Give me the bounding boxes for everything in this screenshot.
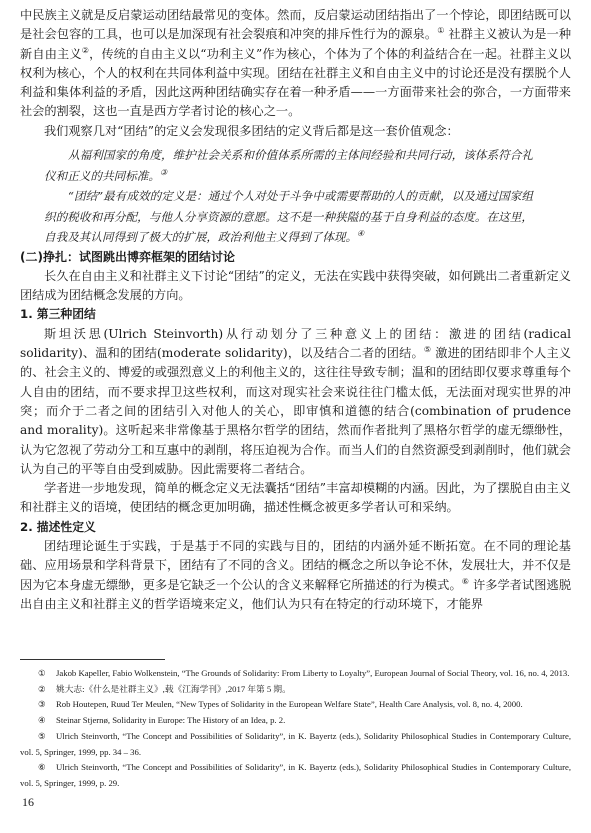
footnote	[20, 713, 571, 729]
paragraph	[20, 537, 571, 614]
footnote-text: 姚大志:《什么是社群主义》,载《江海学刊》,2017 年第 5 期。	[56, 683, 291, 694]
quote-text: 从福利国家的角度，维护社会关系和价值体系所需的主体间经验和共同行动，该体系符合礼仪和正义的共同标准。	[44, 148, 533, 183]
footnote-text: Steinar Stjernø, Solidarity in Europe: The History of an Idea, p. 2.	[56, 715, 286, 726]
subsection-heading: 1. 第三种团结	[20, 307, 96, 322]
footnote-ref[interactable]: ⑤	[423, 345, 432, 354]
footnote	[20, 760, 571, 791]
paragraph-text: 斯坦沃思(Ulrich Steinvorth)从行动划分了三种意义上的团结：激进的团结(radical solidarity)、温和的团结(moderate solidarity)，以及结合二者的团结。	[20, 326, 571, 361]
footnote-text: Ulrich Steinvorth, “The Concept and Possibilities of Solidarity”, in K. Bayertz (eds.), Solidarity Philosophical Studies in Contemporary Culture, vol. 5, Springer, 1999, p. 29.	[20, 762, 571, 788]
quote-paragraph	[44, 145, 533, 186]
paragraph-text: 社群主义被认为是一种新自由主义	[20, 27, 572, 61]
paragraph	[20, 479, 571, 518]
footnote	[20, 697, 571, 713]
footnotes	[20, 666, 571, 792]
paragraph	[20, 325, 571, 479]
footnote-ref[interactable]: ⑥	[461, 576, 469, 586]
paragraph-text: 我们观察几对“团结”的定义会发现很多团结的定义背后都是这一套价值观念：	[44, 123, 459, 138]
block-quote	[20, 145, 571, 248]
subsection-heading: 2. 描述性定义	[20, 519, 96, 534]
footnote-divider	[20, 659, 165, 660]
footnote-ref[interactable]: ②	[81, 45, 90, 55]
footnote-ref[interactable]: ④	[357, 229, 365, 239]
paragraph-text: 学者进一步地发现，简单的概念定义无法囊括“团结”丰富却模糊的内涵。因此，为了摆脱自由主义和社群主义的语境，使团结的概念更加明确，描述性概念被更多学者认可和采纳。	[20, 481, 571, 515]
paragraph-text: 许多学者试图逃脱出自由主义和社群主义的哲学语境来定义，他们认为只有在特定的行动环境下，才能界	[20, 577, 572, 611]
paragraph-text: 团结理论诞生于实践，于是基于不同的实践与目的，团结的内涵外延不断拓宽。在不同的理论基础、应用场景和学科背景下，团结有了不同的含义。团结的概念之所以争论不休，发展壮大，并不仅是因为它本身虚无缥缈，更多是它缺乏一个公认的含义来解释它所描述的行为模式。	[20, 539, 571, 592]
footnote-number: ⑥	[38, 762, 46, 773]
paragraph-text: 激进的团结即非个人主义的、社会主义的、博爱的或强烈意义上的利他主义的，这往往导致专制；温和的团结即仅要求尊重每个人自由的团结，而不要求捍卫这些权利，而这对现实社会来说往往门槛太低，无法面对现实世界的冲突；而介于二者之间的团结引入对他人的关心，即审慎和道德的结合(combination of prudence and morality)。这听起来非常像基于黑格尔哲学的团结，然而作者批判了黑格尔哲学的虚无缥缈性，认为它忽视了劳动分工和互惠中的剥削，将压迫视为合作。而当人们的自然资源受到剥削时，他们就会认为自己的平等自由受到威胁。因此需要将二者结合。	[20, 346, 572, 476]
quote-paragraph	[44, 186, 533, 248]
quote-text: “团结”最有成效的定义是：通过个人对处于斗争中或需要帮助的人的贡献，以及通过国家组织的税收和再分配，与他人分享资源的意愿。这不是一种狭隘的基于自身利益的态度。在这里，自我及其认同得到了极大的扩展，政治利他主义得到了体现。	[44, 189, 533, 245]
paragraph-text: 中民族主义就是反启蒙运动团结最常见的变体。然而，反启蒙运动团结指出了一个悖论，即团结既可以是社会包容的工具，也可以是加深现有社会裂痕和冲突的排斥性行为的源泉。	[20, 8, 571, 42]
footnote-number: ②	[38, 683, 46, 694]
footnote	[20, 682, 571, 698]
section-heading: (二)挣扎：试图跳出博弈框架的团结讨论	[20, 249, 235, 264]
paragraph	[20, 122, 571, 141]
footnote-text: Ulrich Steinvorth, “The Concept and Possibilities of Solidarity”, in K. Bayertz (eds.), Solidarity Philosophical Studies in Contemporary Culture, vol. 5, Springer, 1999, pp. 34 – 36.	[20, 730, 571, 757]
footnote-ref[interactable]: ③	[159, 167, 168, 177]
paragraph-text: 长久在自由主义和社群主义下讨论“团结”的定义，无法在实践中获得突破，如何跳出二者重新定义团结成为团结概念发展的方向。	[20, 268, 571, 303]
footnote	[20, 729, 571, 760]
footnote	[20, 666, 571, 682]
paragraph-text: ，传统的自由主义以“功利主义”作为核心，个体为了个体的利益结合在一起。社群主义以权利为核心，个人的权利在共同体利益中实现。团结在社群主义和自由主义中的讨论还是没有摆脱个人利益和集体利益的矛盾，因此这两种团结确实存在着一种矛盾——一方面带来社会的弥合，一方面带来社会的割裂，这也一直是西方学者讨论的核心之一。	[20, 46, 572, 119]
footnote-number: ⑤	[38, 730, 46, 741]
footnote-number: ①	[38, 668, 46, 678]
body-text	[20, 6, 571, 614]
footnote-number: ④	[38, 715, 46, 726]
paragraph	[20, 267, 571, 306]
paragraph	[20, 6, 571, 122]
footnote-number: ③	[38, 699, 46, 710]
page-number: 16	[22, 795, 34, 809]
footnote-text: Jakob Kapeller, Fabio Wolkenstein, “The Grounds of Solidarity: From Liberty to Loyalty”, European Journal of Social Theory, vol. 16, no. 4, 2013.	[56, 668, 570, 678]
footnote-ref[interactable]: ①	[437, 26, 445, 36]
footnote-text: Rob Houtepen, Ruud Ter Meulen, “New Types of Solidarity in the European Welfare State”, Health Care Analysis, vol. 8, no. 4, 2000.	[56, 699, 523, 710]
